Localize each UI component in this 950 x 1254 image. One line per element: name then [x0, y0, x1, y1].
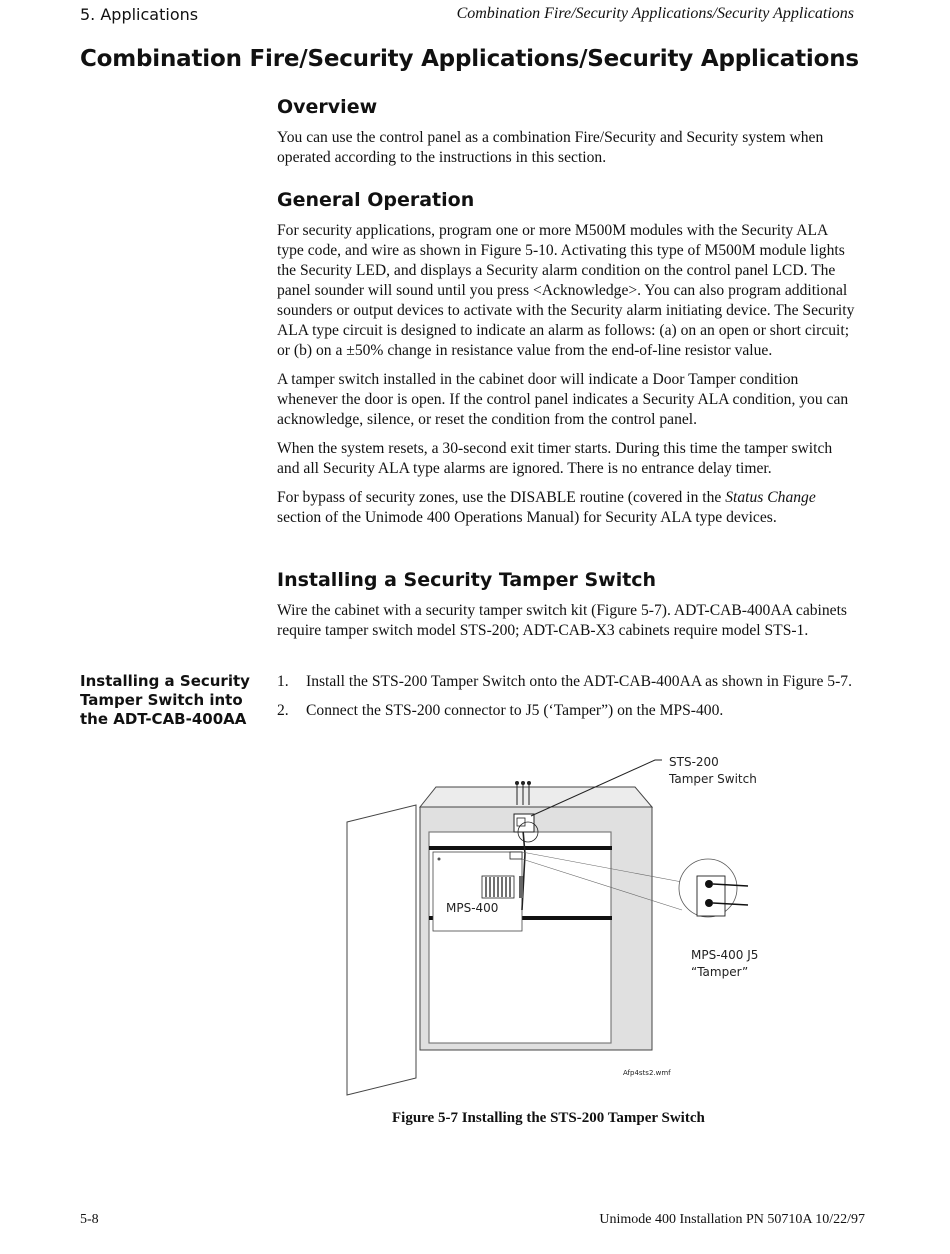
j5-connector — [510, 852, 522, 859]
figure-file-name: Afp4sts2.wmf — [623, 1069, 671, 1077]
general-operation-paragraph: A tamper switch installed in the cabinet door will indicate a Door Tamper condition whenever the door is open. If the control panel indicates a Security ALA condition, you can acknowledge, silence, or reset the condition from the control panel. — [277, 371, 849, 428]
installing-paragraph: Wire the cabinet with a security tamper switch kit (Figure 5-7). ADT-CAB-400AA cabinets require tamper switch model STS-200; ADT-CAB-X3 cabinets require model STS-1. — [277, 602, 848, 639]
step-item — [277, 701, 855, 721]
mounting-rail — [429, 846, 612, 850]
callout-j5-label: MPS-400 J5 — [691, 948, 759, 962]
step-text: Install the STS-200 Tamper Switch onto the ADT-CAB-400AA as shown in Figure 5-7. — [306, 673, 852, 690]
page-title: Combination Fire/Security Applications/Security Applications — [80, 46, 859, 72]
installing-heading: Installing a Security Tamper Switch — [277, 569, 657, 591]
bypass-text-after: section of the Unimode 400 Operations Manual) for Security ALA type devices. — [277, 509, 777, 526]
step-number: 1. — [277, 673, 289, 690]
cabinet-door — [347, 805, 416, 1095]
page-number: 5-8 — [80, 1212, 99, 1227]
overview-paragraph: You can use the control panel as a combination Fire/Security and Security system when operated according to the instructions in this section. — [277, 129, 824, 166]
overview-section — [277, 95, 855, 168]
board-label: MPS-400 — [446, 901, 499, 915]
cabinet-top — [420, 787, 652, 807]
step-text: Connect the STS-200 connector to J5 (‘Tamper”) on the MPS-400. — [306, 702, 724, 719]
figure-tamper-switch-install — [340, 750, 780, 1100]
callout-switch-label: Tamper Switch — [669, 772, 757, 786]
document-id: Unimode 400 Installation PN 50710A 10/22/97 — [599, 1212, 865, 1227]
bypass-emphasis: Status Change — [725, 489, 816, 506]
steps-list — [277, 672, 855, 730]
callout-j5-label: “Tamper” — [691, 965, 749, 979]
step-number: 2. — [277, 702, 289, 719]
general-operation-section — [277, 188, 855, 537]
overview-heading: Overview — [277, 96, 378, 118]
callout-switch-label: STS-200 — [669, 755, 719, 769]
general-operation-paragraph: When the system resets, a 30-second exit timer starts. During this time the tamper switch and all Security ALA type alarms are ignored. There is no entrance delay timer. — [277, 440, 833, 477]
bypass-paragraph — [277, 488, 855, 528]
figure-caption: Figure 5-7 Installing the STS-200 Tamper Switch — [392, 1110, 705, 1126]
installing-section — [277, 568, 855, 641]
running-header-chapter: 5. Applications — [80, 5, 199, 24]
running-header-title: Combination Fire/Security Applications/Security Applications — [456, 5, 854, 22]
side-heading: Installing a Security Tamper Switch into the ADT-CAB-400AA — [80, 672, 250, 728]
bypass-text-before: For bypass of security zones, use the DISABLE routine (covered in the — [277, 489, 726, 506]
general-operation-heading: General Operation — [277, 189, 475, 211]
general-operation-paragraph: For security applications, program one or more M500M modules with the Security ALA type code, and wire as shown in Figure 5-10. Activating this type of M500M module lights the Security LED, and displays a Security alarm condition on the control panel LCD. The panel sounder will sound until you press <Acknowledge>. You can also program additional sounders or output devices to activate with the Security alarm initiating device. The Security ALA type circuit is designed to indicate an alarm as follows: (a) on an open or short circuit; or (b) on a ±50% change in resistance value from the end-of-line resistor value. — [277, 222, 855, 359]
step-item — [277, 672, 855, 692]
cabinet-illustration — [340, 750, 780, 1100]
